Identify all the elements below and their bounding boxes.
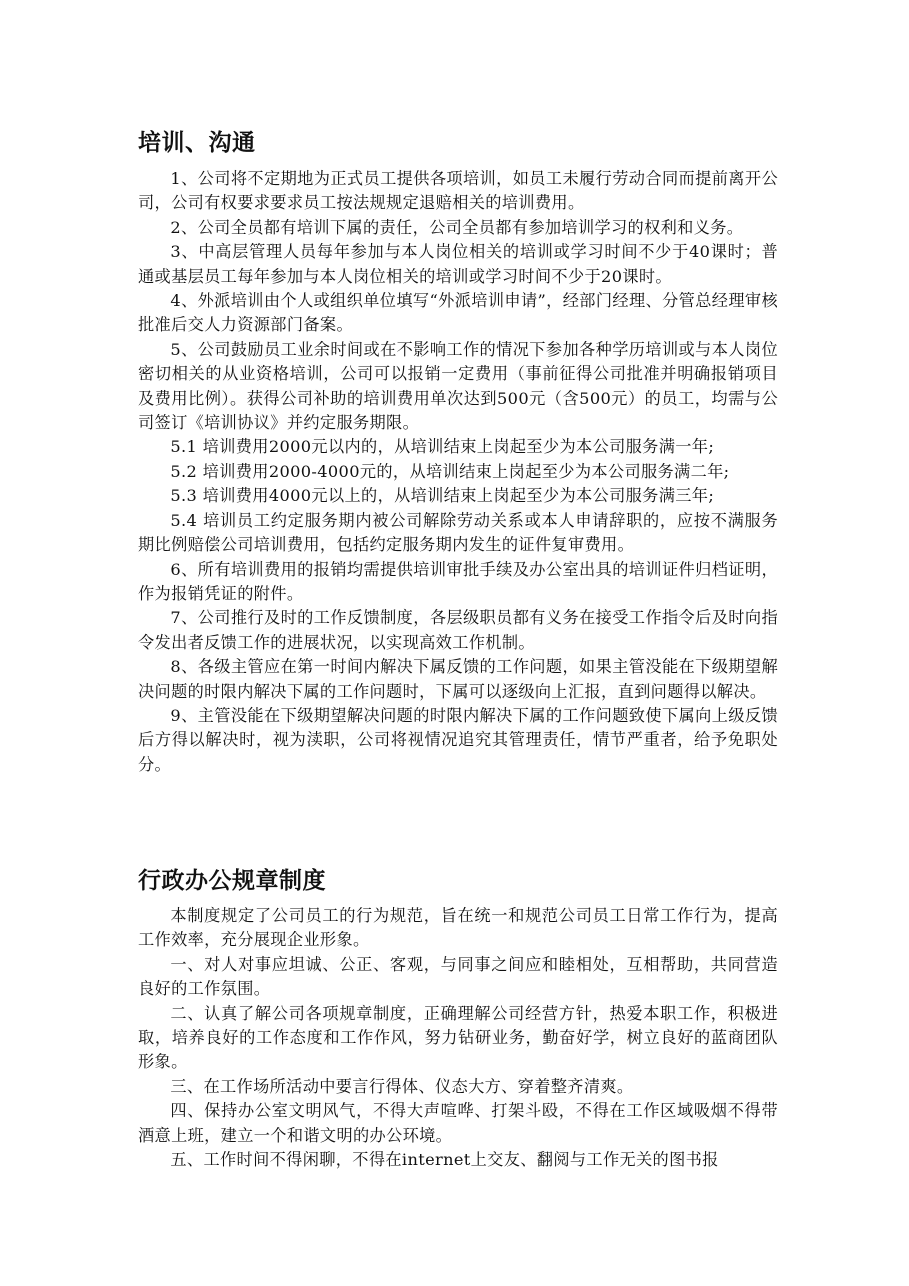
paragraph-admin-4: 四、保持办公室文明风气，不得大声喧哗、打架斗殴，不得在工作区域吸烟不得带酒意上班，建立一个和谐文明的办公环境。 xyxy=(138,1101,778,1145)
section-body-training xyxy=(138,167,778,777)
paragraph-admin-2: 二、认真了解公司各项规章制度，正确理解公司经营方针，热爱本职工作，积极进取，培养良好的工作态度和工作作风，努力钻研业务，勤奋好学，树立良好的蓝商团队形象。 xyxy=(138,1003,778,1072)
paragraph-training-1: 1、公司将不定期地为正式员工提供各项培训，如员工未履行劳动合同而提前离开公司，公司有权要求要求员工按法规规定退赔相关的培训费用。 xyxy=(138,169,778,213)
paragraph-training-8: 8、各级主管应在第一时间内解决下属反馈的工作问题，如果主管没能在下级期望解决问题的时限内解决下属的工作问题时，下属可以逐级向上汇报，直到问题得以解决。 xyxy=(138,657,778,701)
section-title-training: 培训、沟通 xyxy=(138,130,256,156)
paragraph-training-2: 2、公司全员都有培训下属的责任，公司全员都有参加培训学习的权利和义务。 xyxy=(170,217,744,237)
paragraph-admin-intro: 本制度规定了公司员工的行为规范，旨在统一和规范公司员工日常工作行为，提高工作效率，充分展现企业形象。 xyxy=(138,906,778,950)
paragraph-admin-5: 五、工作时间不得闲聊，不得在internet上交友、翻阅与工作无关的图书报 xyxy=(170,1150,719,1170)
section-body-admin-rules xyxy=(138,904,778,1172)
paragraph-training-9: 9、主管没能在下级期望解决问题的时限内解决下属的工作问题致使下属向上级反馈后方得以解决时，视为渎职，公司将视情况追究其管理责任，情节严重者，给予免职处分。 xyxy=(138,705,778,774)
paragraph-training-5-3: 5.3 培训费用4000元以上的，从培训结束上岗起至少为本公司服务满三年; xyxy=(170,486,715,506)
paragraph-training-5-1: 5.1 培训费用2000元以内的，从培训结束上岗起至少为本公司服务满一年; xyxy=(170,437,715,457)
paragraph-training-4: 4、外派培训由个人或组织单位填写“外派培训申请”，经部门经理、分管总经理审核批准后交人力资源部门备案。 xyxy=(138,291,778,335)
paragraph-training-5: 5、公司鼓励员工业余时间或在不影响工作的情况下参加各种学历培训或与本人岗位密切相关的从业资格培训，公司可以报销一定费用（事前征得公司批准并明确报销项目及费用比例）。获得公司补助的培训费用单次达到500元（含500元）的员工，均需与公司签订《培训协议》并约定服务期限。 xyxy=(138,339,778,433)
section-title-admin-rules: 行政办公规章制度 xyxy=(138,868,326,894)
paragraph-training-3: 3、中高层管理人员每年参加与本人岗位相关的培训或学习时间不少于40课时；普通或基层员工每年参加与本人岗位相关的培训或学习时间不少于20课时。 xyxy=(138,242,778,286)
paragraph-admin-1: 一、对人对事应坦诚、公正、客观，与同事之间应和睦相处，互相帮助，共同营造良好的工作氛围。 xyxy=(138,954,778,999)
paragraph-training-7: 7、公司推行及时的工作反馈制度，各层级职员都有义务在接受工作指令后及时向指令发出者反馈工作的进展状况，以实现高效工作机制。 xyxy=(138,608,778,652)
paragraph-training-5-4: 5.4 培训员工约定服务期内被公司解除劳动关系或本人申请辞职的，应按不满服务期比例赔偿公司培训费用，包括约定服务期内发生的证件复审费用。 xyxy=(138,510,778,555)
paragraph-training-6: 6、所有培训费用的报销均需提供培训审批手续及办公室出具的培训证件归档证明，作为报销凭证的附件。 xyxy=(138,559,778,603)
paragraph-training-5-2: 5.2 培训费用2000-4000元的，从培训结束上岗起至少为本公司服务满二年; xyxy=(170,461,730,481)
paragraph-admin-3: 三、在工作场所活动中要言行得体、仪态大方、穿着整齐清爽。 xyxy=(170,1076,634,1096)
